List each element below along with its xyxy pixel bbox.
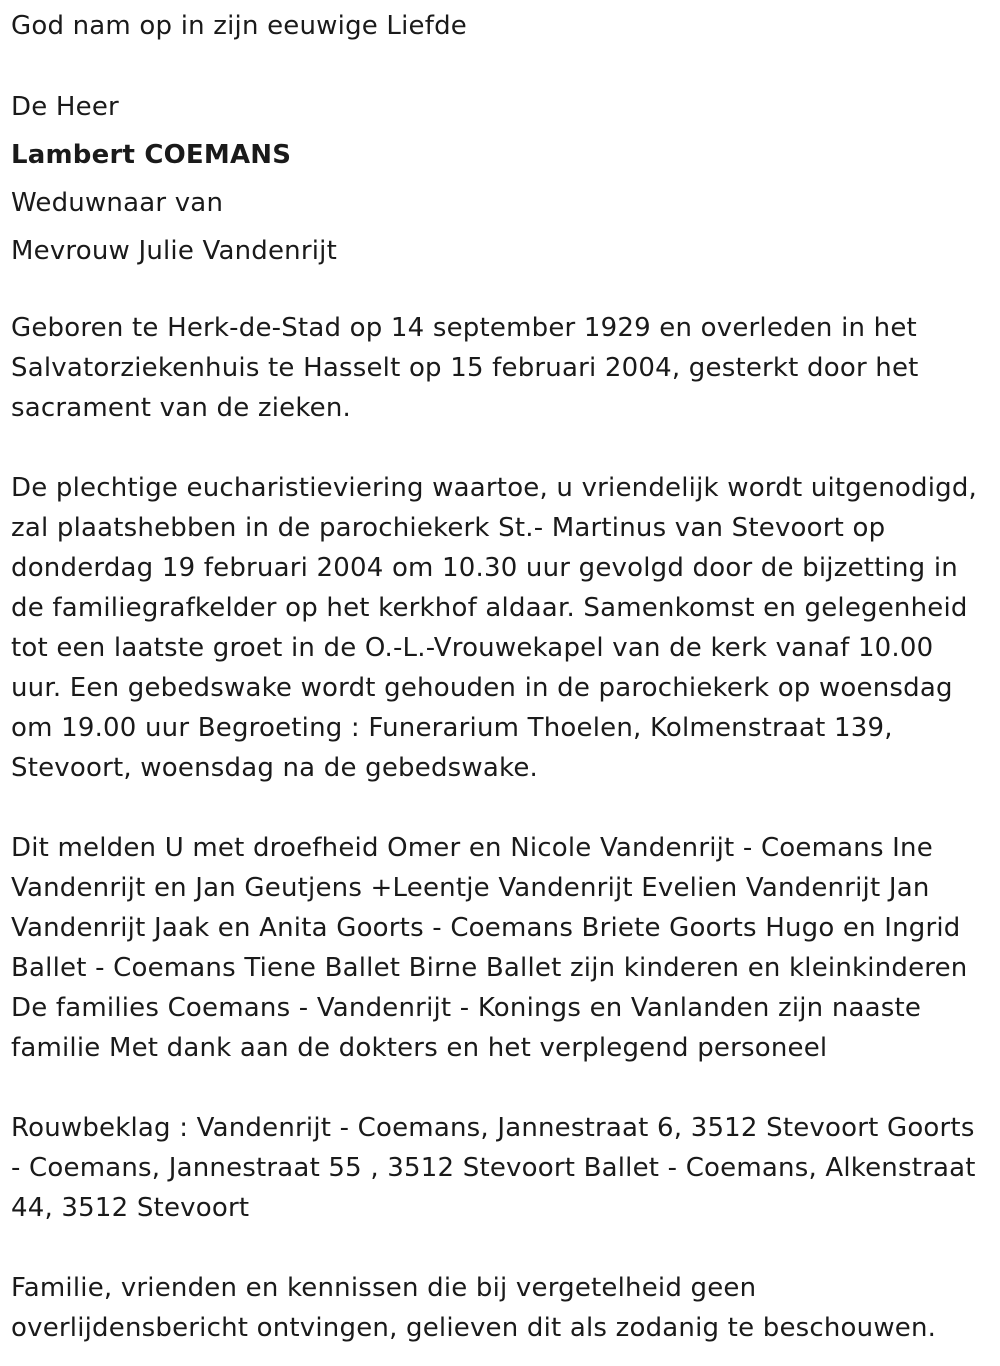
spacer	[11, 428, 986, 468]
ceremony-paragraph: De plechtige eucharistieviering waartoe, u vriendelijk wordt uitgenodigd, zal plaatshebben in de parochiekerk St.- Martinus van Stevoort op donderdag 19 februari 2004 om 10.30 uur gevolgd door de bijzetting in de familiegrafkelder op het kerkhof aldaar. Samenkomst en gelegenheid tot een laatste groet in de O.-L.-Vrouwekapel van de kerk vanaf 10.00 uur. Een gebedswake wordt gehouden in de parochiekerk op woensdag om 19.00 uur Begroeting : Funerarium Thoelen, Kolmenstraat 139, Stevoort, woensdag na de gebedswake.	[11, 473, 977, 783]
condolences-paragraph: Rouwbeklag : Vandenrijt - Coemans, Jannestraat 6, 3512 Stevoort Goorts - Coemans, Jannestraat 55 , 3512 Stevoort Ballet - Coemans, Alkenstraat 44, 3512 Stevoort	[11, 1113, 976, 1223]
spacer	[11, 275, 986, 308]
family-paragraph: Dit melden U met droefheid Omer en Nicole Vandenrijt - Coemans Ine Vandenrijt en Jan Geutjens +Leentje Vandenrijt Evelien Vandenrijt Jan Vandenrijt Jaak en Anita Goorts - Coemans Briete Goorts Hugo en Ingrid Ballet - Coemans Tiene Ballet Birne Ballet zijn kinderen en kleinkinderen De families Coemans - Vandenrijt - Konings en Vanlanden zijn naaste familie Met dank aan de dokters en het verplegend personeel	[11, 833, 968, 1063]
deceased-name: Lambert COEMANS	[11, 140, 292, 170]
spouse-name: Mevrouw Julie Vandenrijt	[11, 236, 337, 266]
deceased-title: De Heer	[11, 92, 119, 122]
spacer	[11, 788, 986, 828]
spacer	[11, 1068, 986, 1108]
birth-death-paragraph: Geboren te Herk-de-Stad op 14 september 1929 en overleden in het Salvatorziekenhuis te Hasselt op 15 februari 2004, gesterkt door het sacrament van de zieken.	[11, 313, 919, 423]
obituary-document	[11, 0, 986, 1348]
closing-paragraph: Familie, vrienden en kennissen die bij vergetelheid geen overlijdensbericht ontvingen, gelieven dit als zodanig te beschouwen.	[11, 1273, 937, 1343]
spacer	[11, 50, 986, 83]
deceased-relation: Weduwnaar van	[11, 188, 224, 218]
opening-line: God nam op in zijn eeuwige Liefde	[11, 11, 467, 41]
spacer	[11, 1228, 986, 1268]
